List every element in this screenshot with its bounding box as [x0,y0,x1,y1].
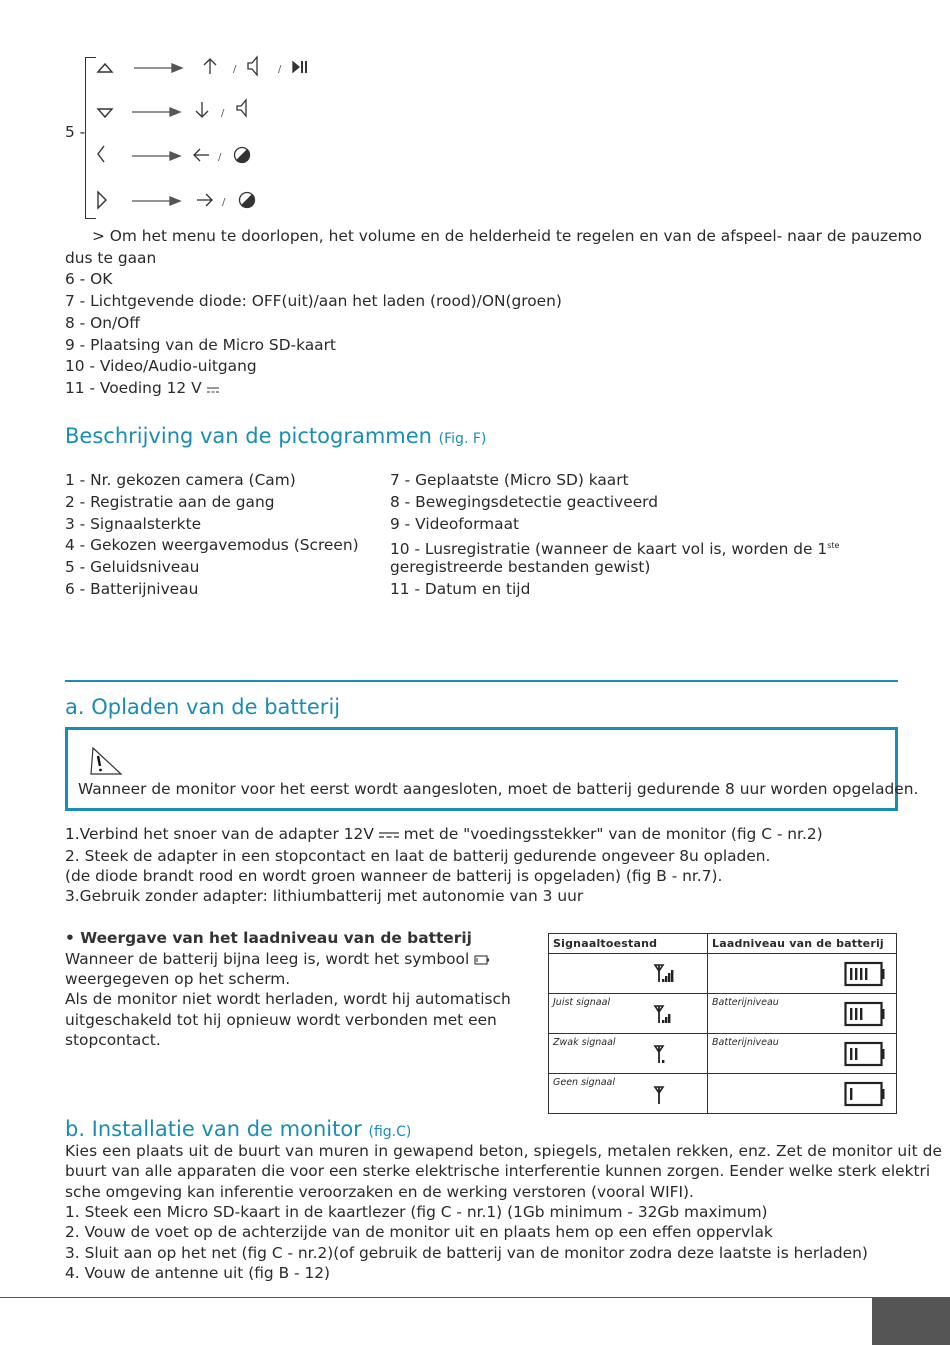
intro-item [65,378,219,400]
installation-line: 1. Steek een Micro SD-kaart in de kaartlezer (fig C - nr.1) (1Gb minimum - 32Gb maximum) [65,1203,768,1221]
signal-icon [653,1003,675,1025]
dc-symbol-icon [379,831,399,839]
table-row [549,1074,897,1114]
picto-item: 6 - Batterijniveau [65,580,199,598]
pictograms-ref: (Fig. F) [438,431,487,447]
step-text: 1.Verbind het snoer van de adapter 12V [65,825,374,843]
arrow-left-icon [194,149,209,161]
signal-label: Zwak signaal [553,1037,616,1048]
charging-step: (de diode brandt rood en wordt groen wanneer de batterij is opgeladen) (fig B - nr.7). [65,867,723,885]
arrow-up-icon [204,59,216,74]
signal-bar [668,973,670,982]
battery-tip [882,1049,885,1059]
footer-rule [0,1297,872,1298]
signal-icon [653,1043,675,1065]
intro-item: 6 - OK [65,270,113,288]
pictograms-title-text: Beschrijving van de pictogrammen [65,424,432,448]
svg-text:/: / [233,64,237,75]
picto-item: 8 - Bewegingsdetectie geactiveerd [390,493,658,511]
signal-icon [653,1084,675,1106]
section-rule [65,680,898,682]
nav-diagram [90,50,330,220]
signal-bar [662,1060,664,1063]
svg-text:/: / [278,64,282,75]
page-tab [872,1297,950,1345]
battery-bar [850,968,852,980]
display-line [65,949,490,971]
step-text-post: met de "voedingsstekker" van de monitor (fig C - nr.2) [398,825,823,843]
battery-tip [882,1009,885,1019]
signal-bar [662,979,664,982]
picto-item: 5 - Geluidsniveau [65,558,200,576]
battery-label: Batterijniveau [712,1037,779,1048]
brightness-icon-2 [240,193,255,208]
signal-bar [671,970,673,982]
play-pause-icon [293,61,306,73]
charging-step [65,824,823,846]
triangle-up-icon [98,64,112,72]
intro-line-1: > Om het menu te doorlopen, het volume en de helderheid te regelen en van de afspeel- naar de pauzemo [92,227,922,245]
header-battery: Laadniveau van de batterij [708,934,897,954]
display-line: stopcontact. [65,1031,161,1049]
table-row [549,954,897,994]
installation-line: sche omgeving kan inferentie veroorzaken en de werking verstoren (vooral WIFI). [65,1183,694,1201]
intro-item: 9 - Plaatsing van de Micro SD-kaart [65,336,336,354]
display-line: Als de monitor niet wordt herladen, wordt hij automatisch [65,990,511,1008]
installation-line: 3. Sluit aan op het net (fig C - nr.2)(of gebruik de batterij van de monitor zodra deze laatste is herladen) [65,1244,868,1262]
picto-item: 11 - Datum en tijd [390,580,531,598]
intro-item: 7 - Lichtgevende diode: OFF(uit)/aan het laden (rood)/ON(groen) [65,292,562,310]
display-title: • Weergave van het laadniveau van de batterij [65,929,472,947]
battery-cell [708,1074,897,1114]
battery-bar [850,1088,852,1100]
charging-title: a. Opladen van de batterij [65,695,341,719]
picto-item-text: 10 - Lusregistratie (wanneer de kaart vol is, worden de 1 [390,540,828,559]
installation-title-text: b. Installatie van de monitor [65,1117,362,1141]
battery-bar [860,968,862,980]
arrow-right-icon [197,194,212,206]
battery-cell [708,1034,897,1074]
battery-bar [850,1048,852,1060]
signal-cell [549,994,708,1034]
battery-tip [882,969,885,979]
triangle-right-icon [98,192,106,208]
speaker-icon [248,57,257,75]
signal-cell [549,1074,708,1114]
nav-number: 5 - [65,123,86,141]
battery-icon [844,999,886,1029]
arrow-down-icon [196,102,208,117]
battery-table [548,933,897,1114]
installation-line: 4. Vouw de antenne uit (fig B - 12) [65,1264,331,1282]
battery-icon [844,1079,886,1109]
triangle-left-icon [98,146,104,162]
charging-step: 2. Steek de adapter in een stopcontact en laat de batterij gedurende ongeveer 8u opladen. [65,847,771,865]
battery-bar [855,1008,857,1020]
power-label: 11 - Voeding 12 V [65,379,202,397]
speaker-icon-2 [237,100,246,116]
installation-ref: (fig.C) [368,1124,412,1140]
svg-text:/: / [222,197,226,208]
battery-cell [708,954,897,994]
charging-step: 3.Gebruik zonder adapter: lithiumbatterij met autonomie van 3 uur [65,887,584,905]
battery-bar [860,1008,862,1020]
signal-bar [662,1020,664,1023]
battery-icon [844,1039,886,1069]
signal-cell [549,954,708,994]
signal-label: Juist signaal [553,997,611,1008]
battery-tip [882,1089,885,1099]
warning-text: Wanneer de monitor voor het eerst wordt aangesloten, moet de batterij gedurende 8 uur worden opgeladen. [78,780,919,798]
picto-item: 3 - Signaalsterkte [65,515,202,533]
header-signal: Signaaltoestand [549,934,708,954]
low-battery-icon [474,955,490,965]
picto-item: 7 - Geplaatste (Micro SD) kaart [390,471,629,489]
intro-item: 10 - Video/Audio-uitgang [65,357,257,375]
battery-bar [865,968,867,980]
brightness-icon [235,148,250,163]
display-line: uitgeschakeld tot hij opnieuw wordt verbonden met een [65,1011,497,1029]
svg-text:/: / [221,108,225,119]
signal-label [549,954,707,960]
display-line: weergegeven op het scherm. [65,970,291,988]
table-row [549,1034,897,1074]
battery-cell [708,994,897,1034]
picto-item: geregistreerde bestanden gewist) [390,558,651,576]
warning-icon [89,746,123,776]
svg-text:/: / [218,152,222,163]
picto-item: 4 - Gekozen weergavemodus (Screen) [65,536,359,554]
battery-label: Batterijniveau [712,997,779,1008]
signal-cell [549,1034,708,1074]
installation-title [65,1117,411,1141]
picto-item: 2 - Registratie aan de gang [65,493,275,511]
superscript: ste [827,541,840,550]
signal-bar [665,1017,667,1023]
intro-line-2: dus te gaan [65,249,157,267]
battery-bar [850,1008,852,1020]
installation-line: 2. Vouw de voet op de achterzijde van de monitor uit en plaats hem op een effen oppervlak [65,1223,773,1241]
signal-label: Geen signaal [553,1077,616,1088]
picto-item: 9 - Videoformaat [390,515,520,533]
picto-item: 1 - Nr. gekozen camera (Cam) [65,471,296,489]
signal-bar [665,976,667,982]
battery-bar [855,968,857,980]
battery-bar [855,1048,857,1060]
installation-line: Kies een plaats uit de buurt van muren in gewapend beton, spiegels, metalen rekken, enz. Zet de monitor uit de [65,1142,943,1160]
triangle-down-icon [98,109,112,117]
display-line-text: Wanneer de batterij bijna leeg is, wordt het symbool [65,950,470,968]
intro-item: 8 - On/Off [65,314,140,332]
pictograms-title [65,424,486,448]
battery-icon [844,959,886,989]
installation-line: buurt van alle apparaten die voor een sterke elektrische interferentie kunnen zorgen. Eender welke sterk elektri [65,1162,931,1180]
dc-symbol-icon [207,386,219,394]
signal-bar [668,1014,670,1023]
table-row [549,994,897,1034]
battery-table-header [549,934,897,954]
signal-icon [653,962,675,984]
warning-box [65,727,919,811]
